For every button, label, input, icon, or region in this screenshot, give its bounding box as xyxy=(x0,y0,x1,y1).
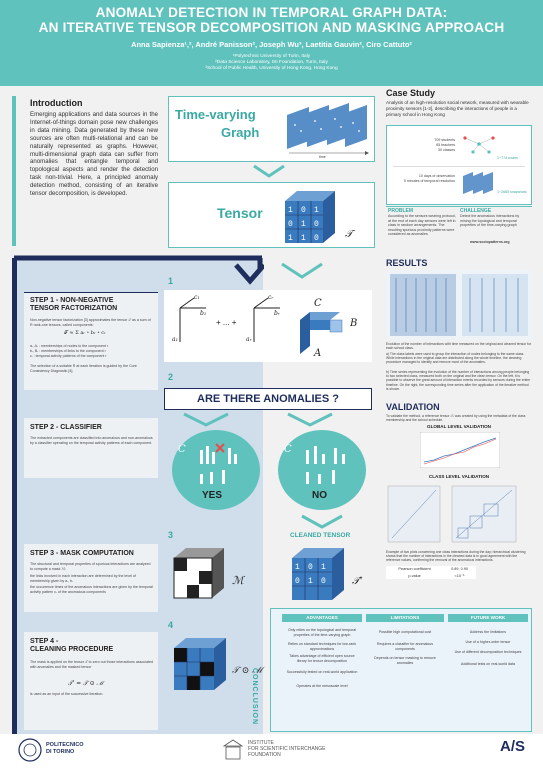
yes-C-symbol: C xyxy=(178,444,186,455)
politecnico-logo-text-2: DI TORINO xyxy=(46,749,75,755)
step1-rule xyxy=(24,292,158,293)
step3-box xyxy=(24,544,158,612)
flow-step-number-1: 1 xyxy=(168,276,174,286)
step1-bullet-1: aᵣ, Aᵣ : memberships of nodes to the component r xyxy=(30,344,109,348)
chevron-down-icon xyxy=(300,514,344,530)
isi-logo-text-2: FOR SCIENTIFIC INTERCHANGE xyxy=(248,746,326,752)
advantages-header: ADVANTAGES xyxy=(282,614,362,622)
future-1: Address the limitations xyxy=(469,630,507,634)
challenge-title: CHALLENGE xyxy=(460,208,492,214)
question-text: ARE THERE ANOMALIES ? xyxy=(197,393,339,405)
case-study-title: Case Study xyxy=(386,88,436,98)
authors: Anna Sapienza¹,², André Panisson², Joseph Wu³, Laetitia Gauvin², Ciro Cattuto² xyxy=(131,40,412,49)
C-factor-symbol: C xyxy=(314,298,322,309)
as-logo: A/S xyxy=(500,738,526,755)
graph-label-2: Graph xyxy=(221,125,260,140)
graph-panel xyxy=(168,96,375,162)
step1-text: Non-negative tensor factorization [3] approximates the tensor 𝒯 as a sum of R rank-one tensors, called components: xyxy=(30,318,151,327)
class-validation-caption: Example of two plots concerning one class interactions during the day; hierarchical clustering shows that the number of interactions in the cleaned data is in good agreement with the reference values, confirming the removal of the anomalous interactions. xyxy=(386,550,526,563)
step4-box xyxy=(24,632,158,730)
stat-days: 10 days of observation xyxy=(418,174,455,178)
svg-text:1: 1 xyxy=(314,206,319,215)
svg-text:0: 0 xyxy=(314,220,319,229)
mask-cube-icon xyxy=(170,544,226,600)
problem-rule xyxy=(386,206,532,207)
results-heatmap-figure xyxy=(386,270,532,340)
table-cell: Pearson coefficient xyxy=(398,567,431,571)
future-3: Use of different decomposition techniques xyxy=(454,650,522,654)
results-caption-1: Evolution of the number of interactions with time measured on the original and cleaned tensor for each school class. xyxy=(386,342,532,351)
problem-text: According to the sensors wearing protocol, at the end of each day sensors were left in class in random arrangements. The resulting spurious proximity patterns were considered as anomalies xyxy=(388,214,456,236)
svg-text:1: 1 xyxy=(308,577,313,586)
snapshots-icon xyxy=(459,170,499,196)
advantage-5: Operates at the mesoscale level xyxy=(296,684,348,688)
intro-text: Emerging applications and data sources in the Internet-of-things domain pose new challenges in data mining. Data generated by these new sources are often multi-relational and can be naturally represented as graphs. However, multi-dimensional graph data can suffer from anomalies that entangle temporal and topological aspects and render the detection task non-trivial. Here, a principled anomaly detection method, consisting of an iterative tensor decomposition, is developed. xyxy=(30,111,158,198)
graph-label-1: Time-varying xyxy=(175,107,256,122)
limitation-3: Depends on tensor masking to remove anomalies xyxy=(374,656,436,665)
c1-symbol: c₁ xyxy=(194,294,200,301)
cleaned-tensor-cube-icon xyxy=(288,544,348,602)
svg-text:0: 0 xyxy=(308,563,313,572)
validation-text: To validate the method, a reference tensor 𝒯ᵣ was created by using the metadata of the class membership and the school schedule. xyxy=(386,414,526,423)
svg-text:0: 0 xyxy=(288,220,293,229)
advantage-1: Only relies on the topological and temporal properties of the time-varying graph xyxy=(287,628,357,637)
yes-no-arrows xyxy=(168,412,368,428)
challenge-text: Detect the anomalous interactions by mining the topological and temporal properties of the time-varying graph xyxy=(460,214,520,227)
politecnico-logo-text-1: POLITECNICO xyxy=(46,742,84,748)
svg-text:0: 0 xyxy=(295,577,300,586)
stats-divider xyxy=(393,166,525,167)
stat-resolution: 5 minutes of temporal resolution xyxy=(403,179,455,183)
masked-tensor-cube-icon xyxy=(170,634,228,694)
svg-text:1: 1 xyxy=(301,234,306,243)
limitations-header: LIMITATIONS xyxy=(366,614,444,622)
problem-title: PROBLEM xyxy=(388,208,413,214)
tensor-label: Tensor xyxy=(217,205,263,221)
method-arrow-outline xyxy=(12,255,264,285)
svg-text:1: 1 xyxy=(295,563,300,572)
advantage-4: Successfully tested on real-world application xyxy=(286,670,358,674)
conclusion-side-label: CONCLUSION xyxy=(251,668,258,726)
step3-text: The structural and temporal properties of spurious interactions are analyzed to compute a mask ℳ: xyxy=(30,562,151,571)
flow-step-number-2: 2 xyxy=(168,372,174,382)
yes-label: YES xyxy=(202,490,223,501)
step4-title-2: CLEANING PROCEDURE xyxy=(30,646,114,653)
isi-logo-text-1: INSTITUTE xyxy=(248,740,274,746)
step3-bullet-2: the occurrence times of the anomalous interactions are given by the temporal activity pattern cᵣ of the anomalous components xyxy=(30,585,153,594)
step3-title: STEP 3 - MASK COMPUTATION xyxy=(30,550,134,557)
br-symbol: bᵣ xyxy=(274,310,280,317)
step4-formula: 𝒯' = 𝒯 ⊙ ℳ xyxy=(68,680,104,687)
step1-box xyxy=(24,292,158,390)
step1-formula: 𝒯 ≈ Σ aᵣ ∘ bᵣ ∘ cᵣ xyxy=(64,330,106,336)
cleaned-tensor-symbol: 𝒯' xyxy=(352,576,363,587)
cr-symbol: cᵣ xyxy=(268,294,274,301)
table-row xyxy=(386,572,476,579)
future-4: Additional tests on real-world data xyxy=(460,662,516,666)
svg-text:1: 1 xyxy=(301,220,306,229)
limitation-2: Requires a classifier for anomalous components xyxy=(376,642,434,651)
svg-text:1: 1 xyxy=(288,234,293,243)
advantage-2: Relies on standard techniques for low-rank approximations xyxy=(287,642,357,651)
svg-text:1: 1 xyxy=(321,563,326,572)
mask-symbol: ℳ xyxy=(232,574,244,587)
tensor-panel xyxy=(168,182,375,248)
b1-symbol: b₁ xyxy=(200,310,207,317)
a1-symbol: a₁ xyxy=(172,336,178,343)
global-validation-title: GLOBAL LEVEL VALIDATION xyxy=(427,424,491,429)
politecnico-logo-icon xyxy=(18,738,42,762)
class-validation-title: CLASS LEVEL VALIDATION xyxy=(428,474,490,479)
affiliation-1: ¹Polytechnic University of Turin, Italy xyxy=(232,54,311,59)
step1-bullet-2: bᵣ, Bᵣ : memberships of links to the component r xyxy=(30,349,106,353)
ar-symbol: aᵣ xyxy=(246,336,252,343)
A-factor-symbol: A xyxy=(314,348,322,359)
svg-text:0: 0 xyxy=(321,577,326,586)
stat-classes: 30 classes xyxy=(438,148,455,152)
flow-step-number-3: 3 xyxy=(168,530,174,540)
global-validation-plot xyxy=(420,432,500,468)
cleaned-tensor-label: CLEANED TENSOR xyxy=(290,532,351,539)
decomposition-panel xyxy=(164,290,372,362)
question-banner xyxy=(164,388,372,410)
step2-box xyxy=(24,418,158,478)
masked-tensor-symbol: 𝒯 ⊙ ℳ xyxy=(232,666,263,676)
website: www.sociopatterns.org xyxy=(470,240,510,244)
step2-text: The extracted components are classified into anomalous and non-anomalous by a classifier operating on the temporal activity patterns of each component. xyxy=(30,436,153,445)
step1-bullet-3: cᵣ : temporal activity patterns of the component r xyxy=(30,354,107,358)
poster-title-line1: ANOMALY DETECTION IN TEMPORAL GRAPH DATA: xyxy=(95,5,448,20)
svg-text:0: 0 xyxy=(314,234,319,243)
stat-nodes: 1~774 nodes xyxy=(497,156,518,160)
results-caption-3: b) Time series representing the evolution of the number of interactions among people belonging to two selected class, measured both on the original and the clean tensor. On the left, it is possible to observe the great amount of interaction events recorded by sensors during the entire timeline. On the right, the corresponding time series after the application of the iterative method is shown. xyxy=(386,370,531,391)
svg-text:0: 0 xyxy=(301,206,306,215)
affiliation-2: ²Data Science Laboratory, ISI Foundation, Turin, Italy xyxy=(215,60,328,65)
intro-title: Introduction xyxy=(30,98,83,108)
limitation-1: Possible high computational cost xyxy=(378,630,432,634)
no-label: NO xyxy=(312,490,327,501)
table-cell: 0.89, 0.90 xyxy=(451,567,468,571)
validation-title: VALIDATION xyxy=(386,402,440,412)
step2-title: STEP 2 - CLASSIFIER xyxy=(30,424,102,431)
case-study-text: Analysis of an high-resolution social network, measured with wearable proximity sensors [1-2], describing the interactions of people in a primary school in Hong Kong xyxy=(386,100,529,117)
intro-accent-bar xyxy=(12,96,16,246)
stat-students: 709 students xyxy=(434,138,455,142)
tensor-cube-icon xyxy=(279,187,337,245)
validation-table xyxy=(386,566,476,579)
isi-foundation-logo-icon xyxy=(222,738,244,762)
table-cell: p-value xyxy=(408,573,421,578)
stat-teachers: 65 teachers xyxy=(436,143,455,147)
isi-logo-text-3: FOUNDATION xyxy=(248,752,281,758)
tensor-symbol: 𝒯 xyxy=(345,229,353,240)
stat-snapshots: 1~2680 snapshots xyxy=(497,190,527,194)
step1-title-2: TENSOR FACTORIZATION xyxy=(30,305,118,312)
step4-note: is used as an input of the successive iteration. xyxy=(30,692,104,696)
table-cell: <10⁻⁵ xyxy=(454,574,465,578)
B-factor-symbol: B xyxy=(350,318,358,329)
time-varying-graph-illustration xyxy=(281,101,373,159)
results-title: RESULTS xyxy=(386,258,428,268)
step3-bullet-1: the links involved in each interaction are determined by the level of membership given by aᵣ, bᵣ xyxy=(30,574,136,583)
network-graph-icon xyxy=(459,132,499,156)
chevron-down-icon xyxy=(252,164,286,178)
flow-step-number-4: 4 xyxy=(168,620,174,630)
future-2: Use of a higher-order tensor xyxy=(465,640,511,644)
time-axis-label: time xyxy=(319,155,326,159)
advantage-3: Takes advantage of efficient open source library for tensor decomposition xyxy=(289,654,355,663)
step4-text: The mask is applied on the tensor 𝒯 to zero out those interactions associated with anomalies and the masked tensor xyxy=(30,660,154,669)
chevron-down-icon xyxy=(280,262,324,280)
method-left-rule xyxy=(12,258,17,748)
case-study-stats-box xyxy=(386,125,532,205)
affiliation-3: ³School of Public Health, University of Hong Kong, Hong Kong xyxy=(205,66,338,71)
no-C-symbol: C xyxy=(284,444,292,455)
step1-title-1: STEP 1 - NON-NEGATIVE xyxy=(30,297,114,304)
results-caption-2: a) The class labels were used to group the interaction of nodes belonging to the same class. While interactions in the original data are distributed along the whole timeline, the cleaning procedure managed to identify and remove most of the anomalies. xyxy=(386,352,525,365)
poster-title-line2: AN ITERATIVE TENSOR DECOMPOSITION AND MASKING APPROACH xyxy=(38,20,505,35)
plus-dots: + ... + xyxy=(216,318,237,327)
future-work-header: FUTURE WORK xyxy=(448,614,528,622)
step1-note: The selection of a suitable R at each iteration is guided by the Core Consistency Diagnostic [4]. xyxy=(30,364,137,373)
svg-text:1: 1 xyxy=(288,206,293,215)
poster-header xyxy=(0,0,543,86)
step4-title-1: STEP 4 - xyxy=(30,638,59,645)
class-validation-plots xyxy=(386,484,532,546)
